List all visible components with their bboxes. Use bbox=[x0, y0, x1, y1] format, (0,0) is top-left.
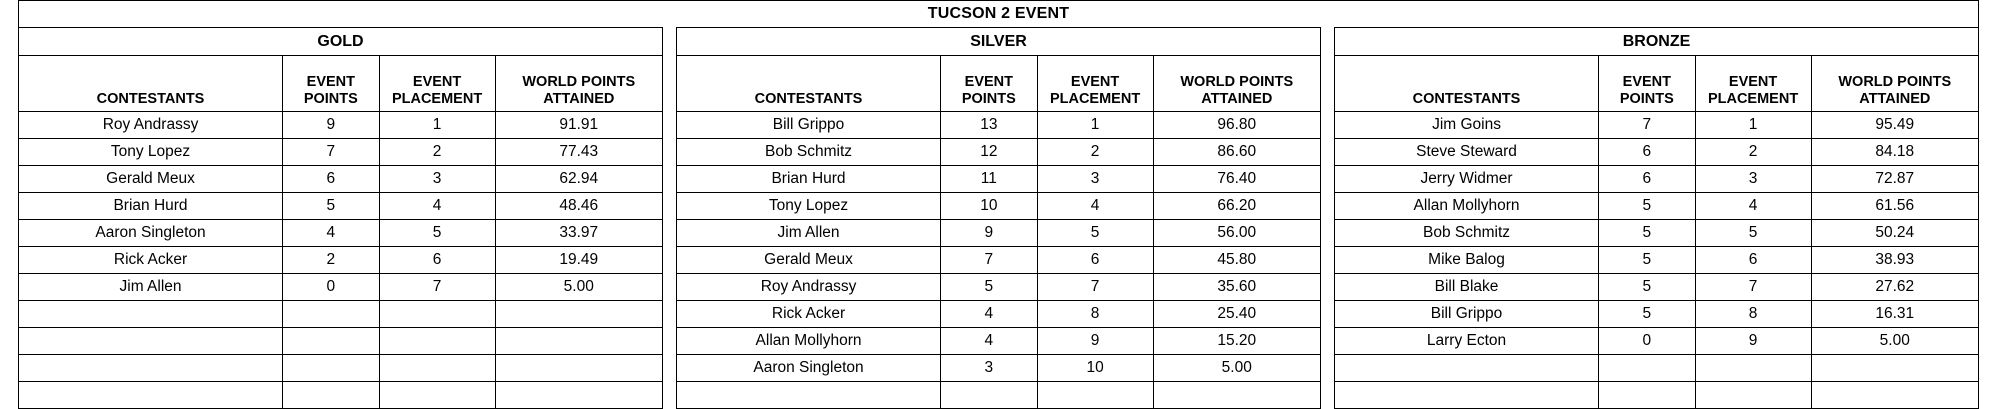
cell-placement: 3 bbox=[1695, 166, 1811, 193]
cell-contestant: Roy Andrassy bbox=[19, 112, 283, 139]
cell-world-points: 19.49 bbox=[495, 247, 662, 274]
table-row bbox=[1335, 274, 1979, 301]
cell-placement: 4 bbox=[379, 193, 495, 220]
cell-world-points: 27.62 bbox=[1811, 274, 1978, 301]
cell-world-points: 15.20 bbox=[1153, 328, 1320, 355]
table-row bbox=[677, 220, 1321, 247]
cell-event-points bbox=[283, 328, 380, 355]
cell-world-points: 56.00 bbox=[1153, 220, 1320, 247]
cell-event-points: 7 bbox=[941, 247, 1038, 274]
results-table-gold bbox=[18, 27, 663, 409]
page-title-text: TUCSON 2 EVENT bbox=[927, 5, 1070, 22]
cell-world-points: 16.31 bbox=[1811, 301, 1978, 328]
cell-contestant: Allan Mollyhorn bbox=[1335, 193, 1599, 220]
cell-placement: 7 bbox=[379, 274, 495, 301]
group-bronze bbox=[1334, 27, 1979, 409]
cell-contestant: Gerald Meux bbox=[677, 247, 941, 274]
table-row bbox=[677, 247, 1321, 274]
cell-event-points: 9 bbox=[941, 220, 1038, 247]
table-row bbox=[19, 139, 663, 166]
cell-placement: 3 bbox=[1037, 166, 1153, 193]
column-header-event-placement bbox=[379, 56, 495, 112]
cell-event-points bbox=[941, 382, 1038, 409]
cell-world-points: 62.94 bbox=[495, 166, 662, 193]
cell-placement: 3 bbox=[379, 166, 495, 193]
table-row bbox=[1335, 301, 1979, 328]
cell-placement: 4 bbox=[1037, 193, 1153, 220]
cell-event-points bbox=[1599, 355, 1696, 382]
column-header-contestants: CONTESTANTS bbox=[1335, 56, 1599, 112]
cell-placement: 9 bbox=[1037, 328, 1153, 355]
table-row bbox=[677, 382, 1321, 409]
table-row bbox=[1335, 328, 1979, 355]
cell-contestant: Larry Ecton bbox=[1335, 328, 1599, 355]
cell-contestant: Jim Allen bbox=[677, 220, 941, 247]
cell-world-points: 61.56 bbox=[1811, 193, 1978, 220]
column-header-event-points-line2: POINTS bbox=[1619, 91, 1674, 107]
cell-contestant: Roy Andrassy bbox=[677, 274, 941, 301]
column-header-event-points-line1: EVENT bbox=[1622, 74, 1671, 90]
cell-event-points: 7 bbox=[283, 139, 380, 166]
column-header-event-placement bbox=[1695, 56, 1811, 112]
table-row bbox=[1335, 247, 1979, 274]
cell-event-points: 5 bbox=[1599, 220, 1696, 247]
cell-world-points bbox=[495, 355, 662, 382]
table-row bbox=[677, 328, 1321, 355]
column-header-world-points-line1: WORLD POINTS bbox=[1838, 74, 1952, 90]
table-row bbox=[19, 247, 663, 274]
cell-placement bbox=[379, 301, 495, 328]
column-header-row bbox=[1335, 56, 1979, 112]
cell-contestant: Rick Acker bbox=[19, 247, 283, 274]
cell-placement bbox=[1037, 382, 1153, 409]
table-row bbox=[1335, 139, 1979, 166]
column-header-event-points-line1: EVENT bbox=[964, 74, 1013, 90]
cell-world-points: 45.80 bbox=[1153, 247, 1320, 274]
cell-event-points: 10 bbox=[941, 193, 1038, 220]
column-header-event-placement-line1: EVENT bbox=[412, 74, 462, 90]
medal-header-row bbox=[677, 28, 1321, 56]
cell-contestant bbox=[19, 301, 283, 328]
cell-placement: 2 bbox=[1695, 139, 1811, 166]
table-row bbox=[19, 355, 663, 382]
cell-placement: 6 bbox=[1695, 247, 1811, 274]
column-header-world-points-line1: WORLD POINTS bbox=[522, 74, 636, 90]
cell-world-points: 25.40 bbox=[1153, 301, 1320, 328]
cell-placement: 5 bbox=[379, 220, 495, 247]
column-header-contestants: CONTESTANTS bbox=[677, 56, 941, 112]
cell-event-points: 11 bbox=[941, 166, 1038, 193]
cell-event-points: 13 bbox=[941, 112, 1038, 139]
cell-world-points: 48.46 bbox=[495, 193, 662, 220]
cell-contestant bbox=[1335, 382, 1599, 409]
table-row bbox=[19, 274, 663, 301]
cell-contestant: Brian Hurd bbox=[677, 166, 941, 193]
table-row bbox=[677, 355, 1321, 382]
cell-placement: 1 bbox=[1037, 112, 1153, 139]
table-row bbox=[677, 166, 1321, 193]
table-row bbox=[1335, 166, 1979, 193]
cell-world-points: 66.20 bbox=[1153, 193, 1320, 220]
cell-world-points: 5.00 bbox=[1811, 328, 1978, 355]
cell-placement bbox=[379, 382, 495, 409]
cell-contestant: Aaron Singleton bbox=[677, 355, 941, 382]
medal-title: GOLD bbox=[19, 28, 663, 56]
table-row bbox=[677, 274, 1321, 301]
cell-event-points bbox=[1599, 382, 1696, 409]
cell-placement bbox=[1695, 355, 1811, 382]
table-row bbox=[1335, 355, 1979, 382]
cell-placement: 6 bbox=[1037, 247, 1153, 274]
cell-placement: 7 bbox=[1037, 274, 1153, 301]
column-header-world-points-line1: WORLD POINTS bbox=[1180, 74, 1294, 90]
cell-placement: 9 bbox=[1695, 328, 1811, 355]
medal-header-row bbox=[19, 28, 663, 56]
cell-world-points: 72.87 bbox=[1811, 166, 1978, 193]
column-header-event-placement-line1: EVENT bbox=[1728, 74, 1778, 90]
cell-contestant: Jim Goins bbox=[1335, 112, 1599, 139]
cell-placement: 1 bbox=[379, 112, 495, 139]
table-row bbox=[677, 112, 1321, 139]
cell-world-points: 96.80 bbox=[1153, 112, 1320, 139]
cell-placement: 10 bbox=[1037, 355, 1153, 382]
cell-world-points: 91.91 bbox=[495, 112, 662, 139]
medal-title: BRONZE bbox=[1335, 28, 1979, 56]
cell-world-points: 86.60 bbox=[1153, 139, 1320, 166]
cell-contestant bbox=[19, 328, 283, 355]
cell-contestant: Bob Schmitz bbox=[1335, 220, 1599, 247]
column-header-world-points-line2: ATTAINED bbox=[543, 91, 615, 107]
cell-contestant: Aaron Singleton bbox=[19, 220, 283, 247]
cell-event-points: 6 bbox=[283, 166, 380, 193]
cell-event-points: 5 bbox=[1599, 274, 1696, 301]
cell-event-points: 3 bbox=[941, 355, 1038, 382]
column-header-event-placement bbox=[1037, 56, 1153, 112]
cell-event-points: 7 bbox=[1599, 112, 1696, 139]
column-header-contestants: CONTESTANTS bbox=[19, 56, 283, 112]
cell-event-points: 5 bbox=[941, 274, 1038, 301]
cell-event-points: 5 bbox=[1599, 193, 1696, 220]
cell-placement bbox=[379, 355, 495, 382]
column-header-row bbox=[19, 56, 663, 112]
cell-event-points: 4 bbox=[283, 220, 380, 247]
column-header-event-points-line2: POINTS bbox=[961, 91, 1016, 107]
cell-placement: 6 bbox=[379, 247, 495, 274]
cell-event-points: 4 bbox=[941, 301, 1038, 328]
cell-world-points: 38.93 bbox=[1811, 247, 1978, 274]
cell-world-points: 5.00 bbox=[1153, 355, 1320, 382]
cell-placement: 8 bbox=[1695, 301, 1811, 328]
cell-event-points bbox=[283, 382, 380, 409]
cell-placement: 2 bbox=[379, 139, 495, 166]
cell-placement bbox=[379, 328, 495, 355]
column-header-world-points-line2: ATTAINED bbox=[1201, 91, 1273, 107]
table-row bbox=[677, 139, 1321, 166]
cell-contestant: Bill Blake bbox=[1335, 274, 1599, 301]
cell-placement: 1 bbox=[1695, 112, 1811, 139]
column-header-event-placement-line2: PLACEMENT bbox=[391, 91, 483, 107]
cell-contestant bbox=[677, 382, 941, 409]
cell-placement: 7 bbox=[1695, 274, 1811, 301]
cell-contestant: Brian Hurd bbox=[19, 193, 283, 220]
cell-event-points: 5 bbox=[1599, 247, 1696, 274]
cell-contestant: Mike Balog bbox=[1335, 247, 1599, 274]
column-header-event-points-line2: POINTS bbox=[303, 91, 358, 107]
results-table-bronze bbox=[1334, 27, 1979, 409]
cell-placement: 8 bbox=[1037, 301, 1153, 328]
table-row bbox=[19, 193, 663, 220]
cell-contestant: Rick Acker bbox=[677, 301, 941, 328]
table-row bbox=[19, 112, 663, 139]
cell-world-points bbox=[495, 382, 662, 409]
cell-event-points: 5 bbox=[1599, 301, 1696, 328]
table-row bbox=[19, 301, 663, 328]
cell-event-points: 6 bbox=[1599, 139, 1696, 166]
column-header-event-points bbox=[941, 56, 1038, 112]
table-row bbox=[1335, 193, 1979, 220]
cell-event-points: 2 bbox=[283, 247, 380, 274]
cell-event-points: 9 bbox=[283, 112, 380, 139]
cell-placement bbox=[1695, 382, 1811, 409]
cell-world-points: 33.97 bbox=[495, 220, 662, 247]
cell-contestant: Tony Lopez bbox=[677, 193, 941, 220]
table-row bbox=[19, 382, 663, 409]
cell-world-points bbox=[1153, 382, 1320, 409]
cell-world-points: 84.18 bbox=[1811, 139, 1978, 166]
cell-contestant: Gerald Meux bbox=[19, 166, 283, 193]
cell-world-points: 5.00 bbox=[495, 274, 662, 301]
cell-world-points: 95.49 bbox=[1811, 112, 1978, 139]
column-header-event-placement-line2: PLACEMENT bbox=[1049, 91, 1141, 107]
column-header-row bbox=[677, 56, 1321, 112]
medal-header-row bbox=[1335, 28, 1979, 56]
results-table-silver bbox=[676, 27, 1321, 409]
table-row bbox=[19, 220, 663, 247]
column-header-event-points bbox=[1599, 56, 1696, 112]
column-header-event-placement-line1: EVENT bbox=[1070, 74, 1120, 90]
cell-contestant bbox=[19, 355, 283, 382]
column-header-event-points-line1: EVENT bbox=[306, 74, 355, 90]
cell-world-points bbox=[495, 328, 662, 355]
cell-contestant: Steve Steward bbox=[1335, 139, 1599, 166]
cell-event-points: 0 bbox=[283, 274, 380, 301]
table-row bbox=[19, 166, 663, 193]
table-row bbox=[677, 301, 1321, 328]
cell-placement: 5 bbox=[1037, 220, 1153, 247]
column-header-event-placement-line2: PLACEMENT bbox=[1707, 91, 1799, 107]
cell-contestant: Bill Grippo bbox=[677, 112, 941, 139]
column-header-event-points bbox=[283, 56, 380, 112]
cell-contestant: Jim Allen bbox=[19, 274, 283, 301]
cell-world-points: 35.60 bbox=[1153, 274, 1320, 301]
table-row bbox=[1335, 382, 1979, 409]
table-row bbox=[677, 193, 1321, 220]
cell-event-points: 4 bbox=[941, 328, 1038, 355]
medal-groups bbox=[18, 27, 1979, 409]
cell-placement: 2 bbox=[1037, 139, 1153, 166]
cell-contestant bbox=[1335, 355, 1599, 382]
cell-world-points: 77.43 bbox=[495, 139, 662, 166]
table-row bbox=[1335, 112, 1979, 139]
cell-contestant: Bill Grippo bbox=[1335, 301, 1599, 328]
column-header-world-points bbox=[1811, 56, 1978, 112]
cell-world-points bbox=[495, 301, 662, 328]
cell-contestant: Tony Lopez bbox=[19, 139, 283, 166]
column-header-world-points-line2: ATTAINED bbox=[1859, 91, 1931, 107]
column-header-world-points bbox=[1153, 56, 1320, 112]
cell-event-points: 12 bbox=[941, 139, 1038, 166]
column-header-world-points bbox=[495, 56, 662, 112]
cell-contestant: Bob Schmitz bbox=[677, 139, 941, 166]
cell-world-points bbox=[1811, 355, 1978, 382]
table-row bbox=[1335, 220, 1979, 247]
cell-event-points bbox=[283, 301, 380, 328]
page-title bbox=[18, 0, 1979, 27]
cell-world-points: 50.24 bbox=[1811, 220, 1978, 247]
cell-event-points: 0 bbox=[1599, 328, 1696, 355]
cell-contestant: Allan Mollyhorn bbox=[677, 328, 941, 355]
cell-event-points: 6 bbox=[1599, 166, 1696, 193]
cell-contestant bbox=[19, 382, 283, 409]
group-gold bbox=[18, 27, 663, 409]
medal-title: SILVER bbox=[677, 28, 1321, 56]
table-row bbox=[19, 328, 663, 355]
cell-placement: 4 bbox=[1695, 193, 1811, 220]
cell-event-points bbox=[283, 355, 380, 382]
cell-world-points bbox=[1811, 382, 1978, 409]
cell-world-points: 76.40 bbox=[1153, 166, 1320, 193]
group-silver bbox=[676, 27, 1321, 409]
cell-contestant: Jerry Widmer bbox=[1335, 166, 1599, 193]
cell-event-points: 5 bbox=[283, 193, 380, 220]
cell-placement: 5 bbox=[1695, 220, 1811, 247]
